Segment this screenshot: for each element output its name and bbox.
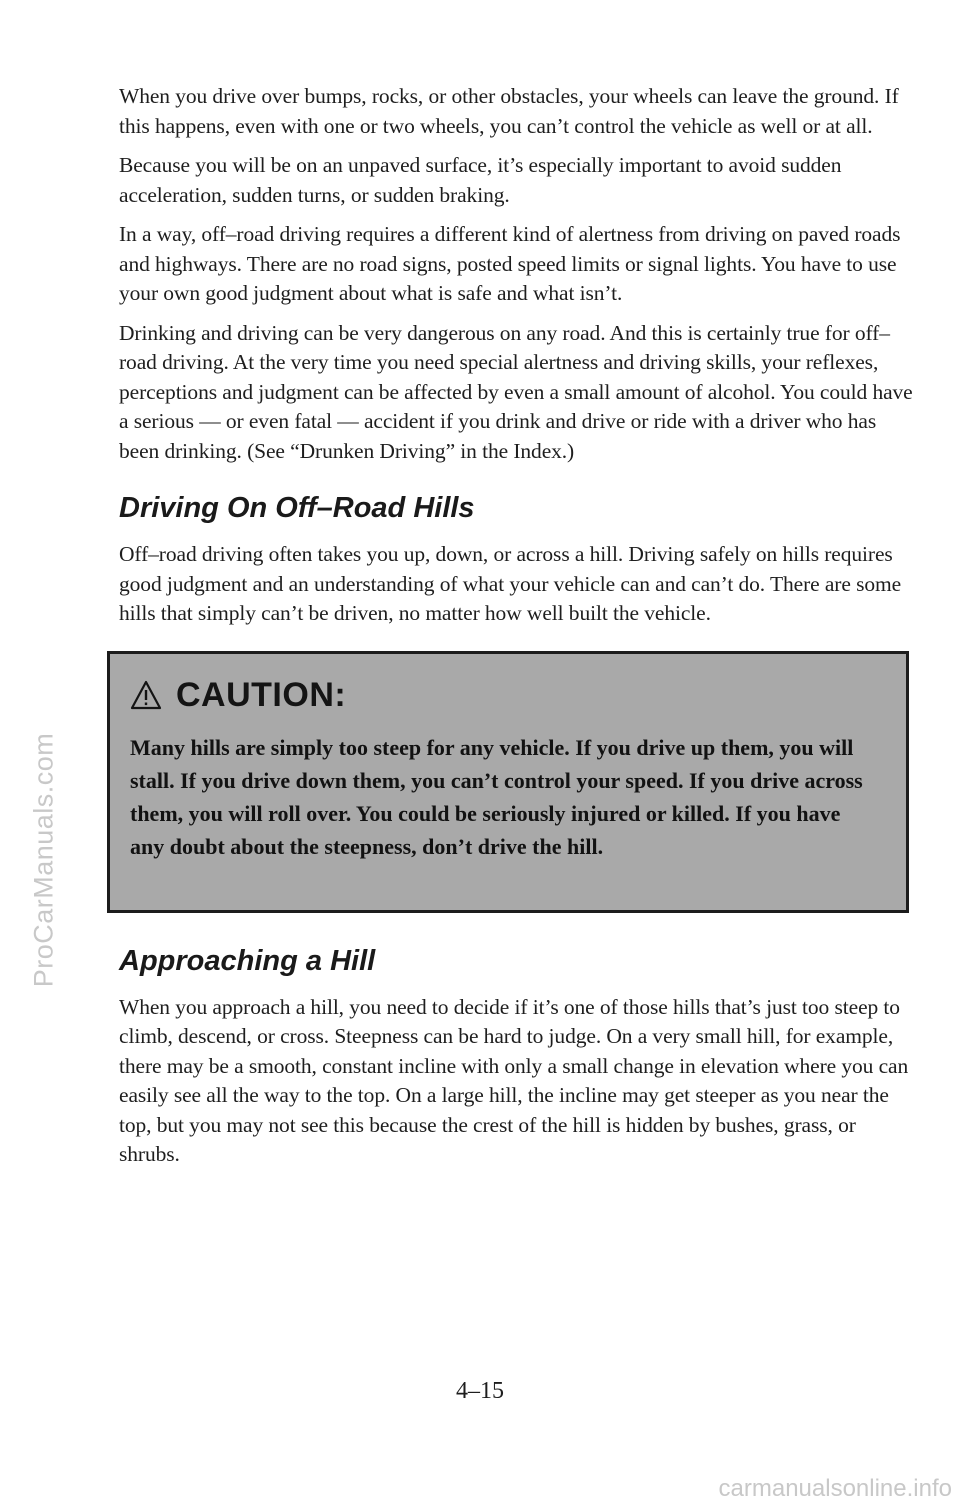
warning-triangle-icon [130,680,162,710]
caution-text: Many hills are simply too steep for any vehicle. If you drive up them, you will stall. If you drive down them, you can’t control your speed. If you drive across them, you will roll over. You could be seriously injured or killed. If you have any doubt about the steepness, don’t drive the hill. [130,734,863,859]
caution-box [107,651,909,913]
caution-header [130,676,866,715]
page-content [119,82,919,1180]
paragraph-approaching-hill: When you approach a hill, you need to decide if it’s one of those hills that’s just too steep to climb, descend, or cross. Steepness can be hard to judge. On a very small hill, for example, there may be a smooth, constant incline with only a small change in elevation where you can easily see all the way to the top. On a large hill, the incline may get steeper as you near the top, but you may not see this because the crest of the hill is hidden by bushes, grass, or shrubs. [119,994,909,1166]
side-watermark-text: ProCarManuals.com [28,732,59,988]
paragraph-drinking: Drinking and driving can be very dangerous on any road. And this is certainly true for off–road driving. At the very time you need special alertness and driving skills, your reflexes, perceptions and judgment can be affected by even a small amount of alcohol. You could have a serious — or even fatal — accident if you drink and drive or ride with a driver who has been drinking. (See “Drunken Driving” in the Index.) [119,320,913,463]
paragraph-bumps: When you drive over bumps, rocks, or other obstacles, your wheels can leave the ground. If this happens, even with one or two wheels, you can’t control the vehicle as well or at all. [119,84,899,138]
heading-approaching-hill: Approaching a Hill [119,944,376,977]
side-watermark [14,600,74,1120]
caution-title: CAUTION: [176,675,347,714]
heading-off-road-hills: Driving On Off–Road Hills [119,492,475,524]
paragraph-alertness: In a way, off–road driving requires a different kind of alertness from driving on paved roads and highways. There are no road signs, posted speed limits or signal lights. You have to use your own good judgment about what is safe and what isn’t. [119,222,901,305]
footer-watermark: carmanualsonline.info [718,1475,952,1502]
paragraph-unpaved-surface: Because you will be on an unpaved surface, it’s especially important to avoid sudden acceleration, sudden turns, or sudden braking. [119,153,842,207]
paragraph-off-road-hills: Off–road driving often takes you up, down, or across a hill. Driving safely on hills requires good judgment and an understanding of what your vehicle can and can’t do. There are some hills that simply can’t be driven, no matter how well built the vehicle. [119,542,902,625]
page-number: 4–15 [456,1378,504,1404]
